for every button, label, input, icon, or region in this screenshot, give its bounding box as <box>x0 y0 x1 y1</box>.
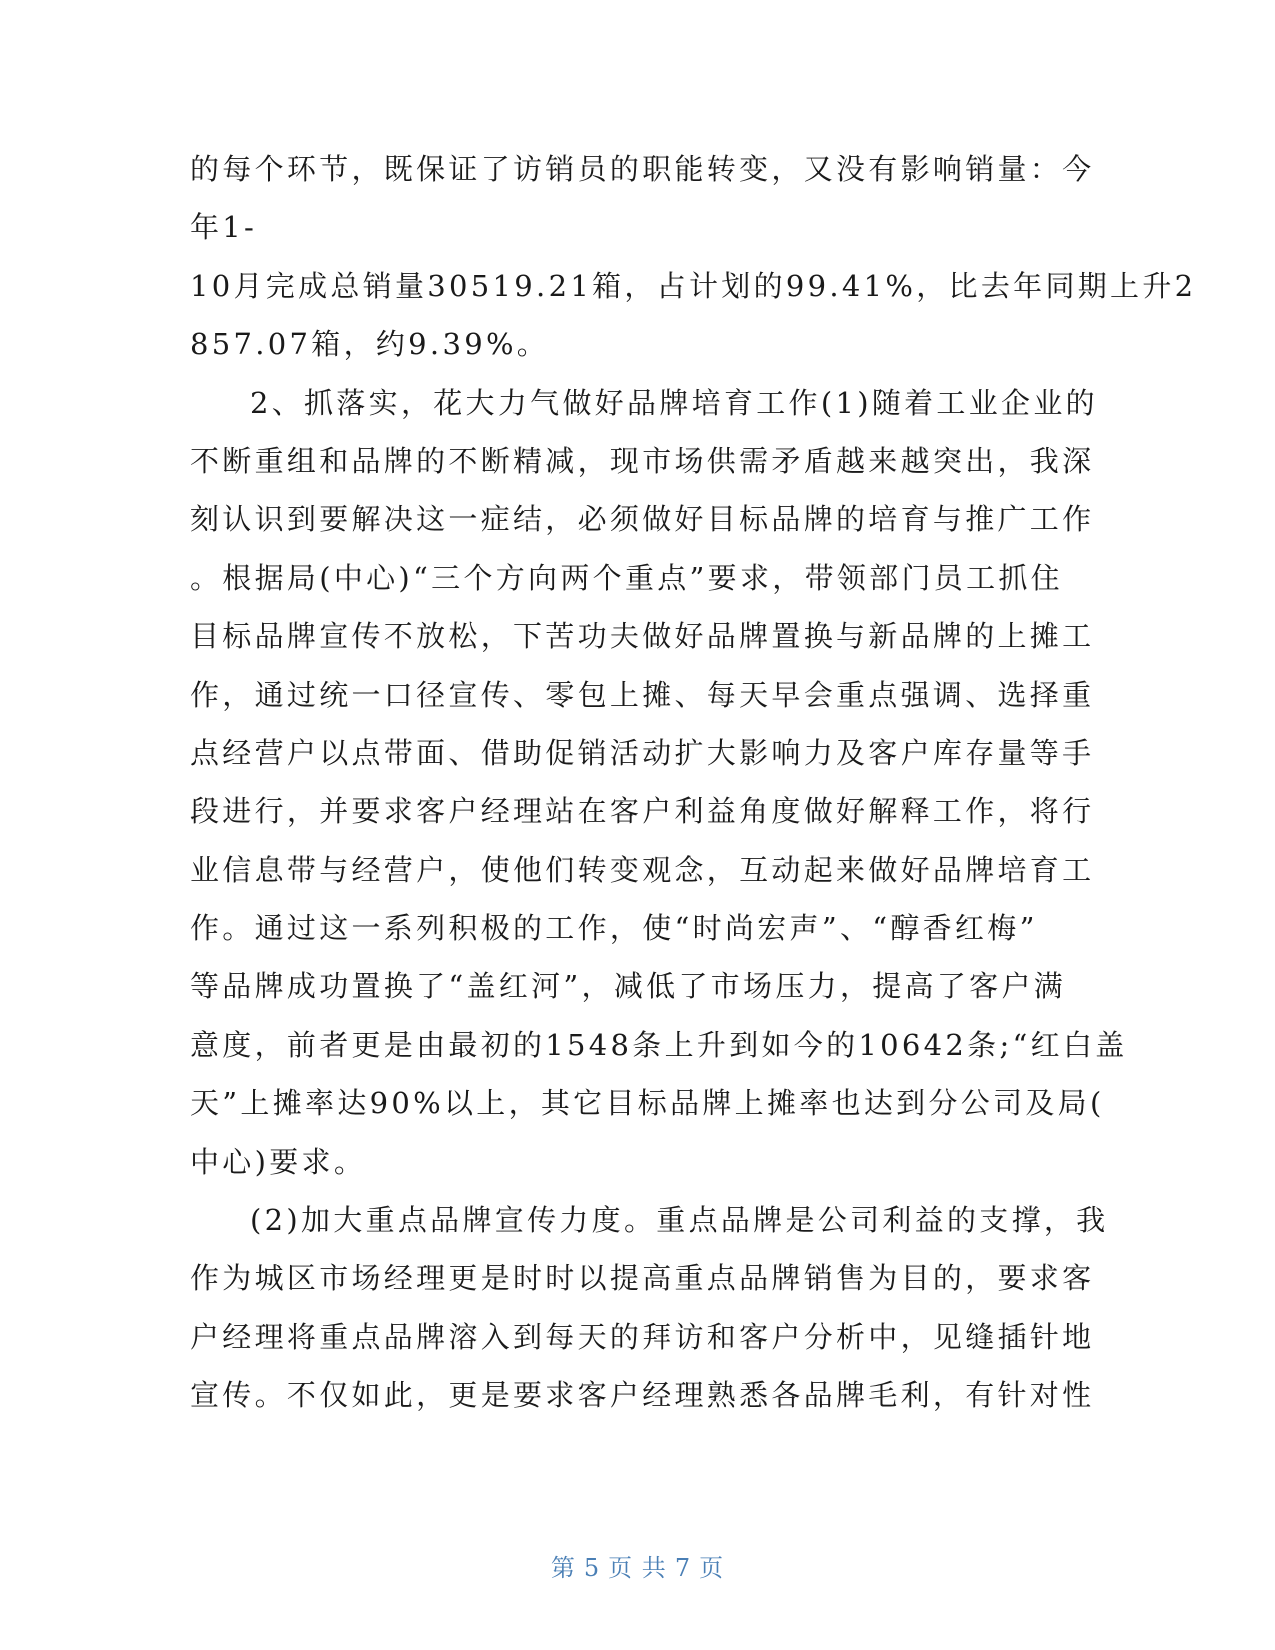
text-line: 天”上摊率达90%以上，其它目标品牌上摊率也达到分公司及局( <box>190 1086 1105 1121</box>
text-line: 刻认识到要解决这一症结，必须做好目标品牌的培育与推广工作 <box>190 502 1095 537</box>
paragraph-start-line: (2)加大重点品牌宣传力度。重点品牌是公司利益的支撑，我 <box>250 1203 1109 1238</box>
text-line: 点经营户以点带面、借助促销活动扩大影响力及客户库存量等手 <box>190 735 1095 770</box>
text-line: 户经理将重点品牌溶入到每天的拜访和客户分析中，见缝插针地 <box>190 1319 1095 1354</box>
document-body <box>190 140 1197 1425</box>
page-number-current: 5 <box>583 1554 601 1582</box>
text-line: 作。通过这一系列积极的工作，使“时尚宏声”、“醇香红梅” <box>190 911 1038 946</box>
text-line: 年1- <box>190 210 258 245</box>
text-line: 不断重组和品牌的不断精减，现市场供需矛盾越来越突出，我深 <box>190 443 1095 478</box>
text-line: 段进行，并要求客户经理站在客户利益角度做好解释工作，将行 <box>190 794 1095 829</box>
footer-prefix: 第 <box>550 1554 576 1582</box>
text-line: 作为城区市场经理更是时时以提高重点品牌销售为目的，要求客 <box>190 1261 1095 1296</box>
page-number-total: 7 <box>674 1554 692 1582</box>
text-line: 中心)要求。 <box>190 1144 367 1179</box>
paragraph-start-line: 2、抓落实，花大力气做好品牌培育工作(1)随着工业企业的 <box>250 385 1098 420</box>
text-line: 业信息带与经营户，使他们转变观念，互动起来做好品牌培育工 <box>190 852 1095 887</box>
text-line: 。根据局(中心)“三个方向两个重点”要求，带领部门员工抓住 <box>190 560 1063 595</box>
text-line: 的每个环节，既保证了访销员的职能转变，又没有影响销量：今 <box>190 152 1095 186</box>
footer-suffix: 页 <box>699 1554 725 1582</box>
text-line: 目标品牌宣传不放松，下苦功夫做好品牌置换与新品牌的上摊工 <box>190 619 1095 654</box>
text-line: 等品牌成功置换了“盖红河”，减低了市场压力，提高了客户满 <box>190 969 1067 1004</box>
page-footer <box>0 1548 1275 1583</box>
text-line: 作，通过统一口径宣传、零包上摊、每天早会重点强调、选择重 <box>190 677 1095 712</box>
text-line: 10月完成总销量30519.21箱，占计划的99.41%，比去年同期上升2 <box>190 268 1197 303</box>
footer-middle: 页 共 <box>608 1554 667 1582</box>
text-line: 857.07箱，约9.39%。 <box>190 327 550 362</box>
text-line: 意度，前者更是由最初的1548条上升到如今的10642条;“红白盖 <box>190 1027 1128 1062</box>
text-line: 宣传。不仅如此，更是要求客户经理熟悉各品牌毛利，有针对性 <box>190 1378 1095 1413</box>
